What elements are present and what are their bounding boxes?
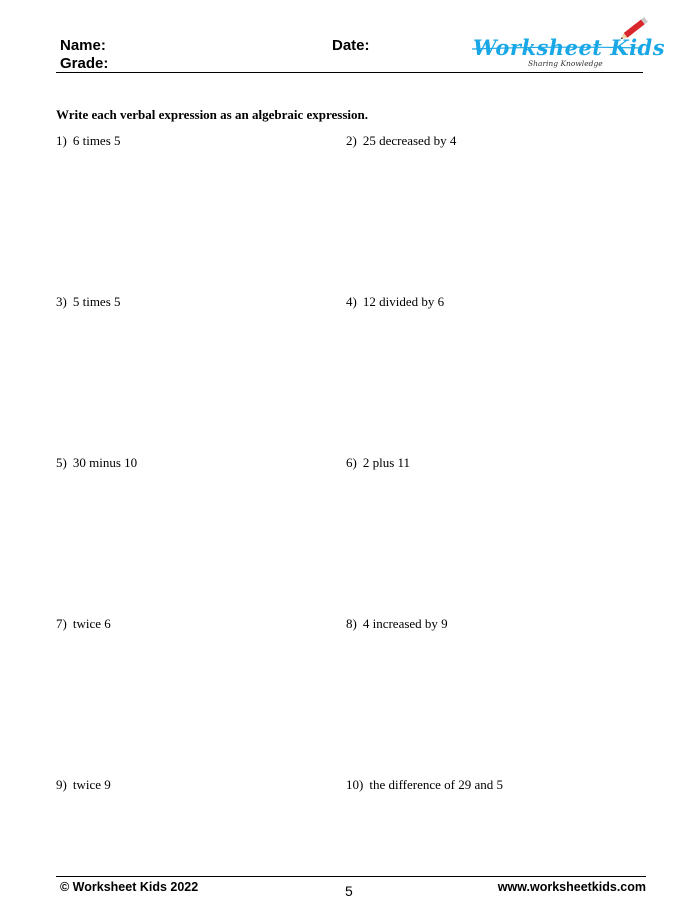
problem-5 [56,455,137,471]
problem-number: 4) [346,294,357,309]
worksheet-kids-logo [470,10,666,72]
problem-text: 30 minus 10 [72,455,138,470]
footer-copyright: © Worksheet Kids 2022 [60,880,199,894]
problem-number: 6) [346,455,357,470]
page-number: 5 [345,883,353,899]
problem-2 [346,133,456,149]
footer-divider [56,876,646,877]
problem-text: the difference of 29 and 5 [369,777,504,792]
footer-website[interactable]: www.worksheetkids.com [497,880,646,894]
logo-tagline: Sharing Knowledge [528,59,603,68]
problem-8 [346,616,448,632]
grade-label: Grade: [60,55,109,72]
problem-text: twice 6 [72,616,111,631]
instructions: Write each verbal expression as an algebraic expression. [56,107,368,122]
problem-number: 1) [56,133,67,148]
logo-title: Worksheet Kids [473,35,666,60]
problem-text: 12 divided by 6 [362,294,445,309]
date-label: Date: [332,37,370,54]
problem-number: 8) [346,616,357,631]
problem-text: 5 times 5 [72,294,121,309]
problem-number: 3) [56,294,67,309]
problem-6 [346,455,410,471]
problem-7 [56,616,111,632]
problem-1 [56,133,121,149]
problem-text: 2 plus 11 [362,455,411,470]
header-divider [56,72,643,73]
name-label: Name: [60,37,106,54]
problem-text: 4 increased by 9 [362,616,448,631]
problem-3 [56,294,121,310]
problem-text: 25 decreased by 4 [362,133,457,148]
problem-number: 2) [346,133,357,148]
problem-number: 10) [346,777,364,792]
problem-text: 6 times 5 [72,133,121,148]
problem-text: twice 9 [72,777,111,792]
problem-4 [346,294,444,310]
problem-10 [346,777,503,793]
problem-number: 7) [56,616,67,631]
problem-number: 5) [56,455,67,470]
problem-number: 9) [56,777,67,792]
problem-9 [56,777,111,793]
